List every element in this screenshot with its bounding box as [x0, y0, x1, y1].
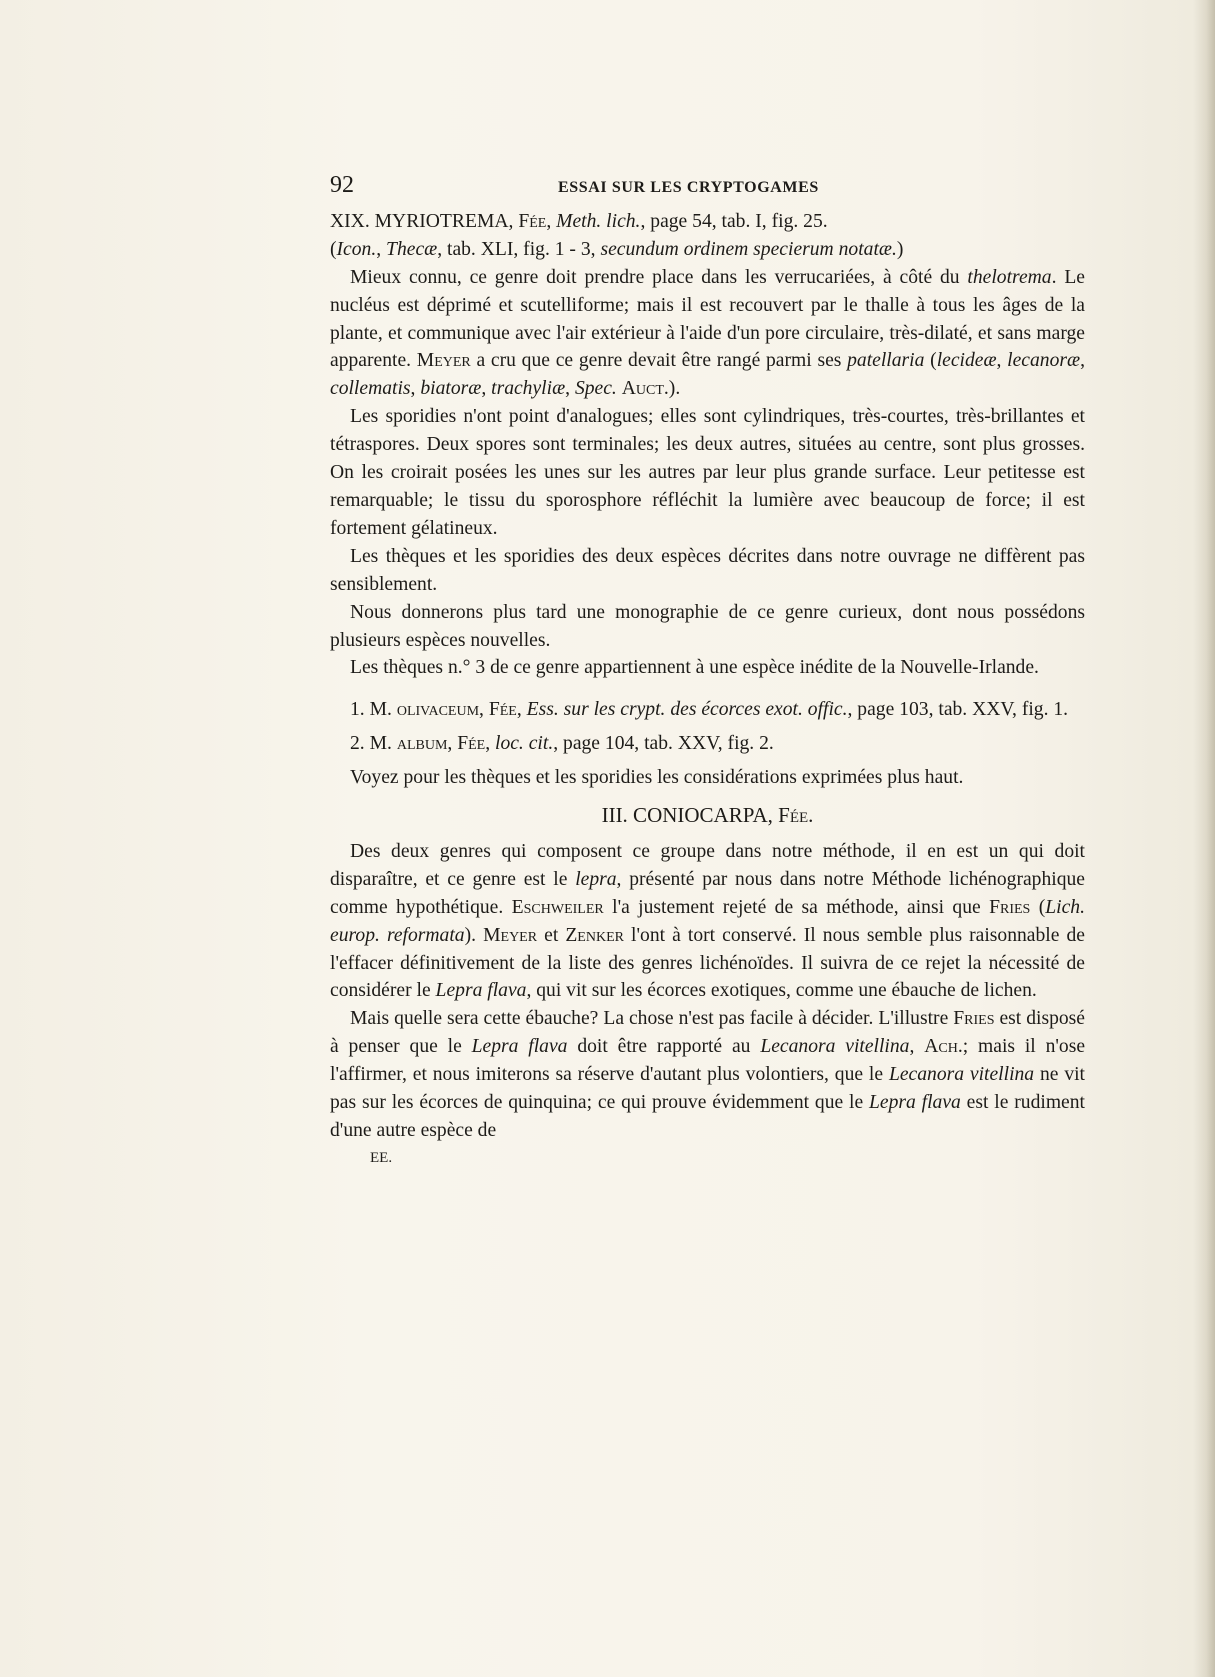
paragraph-4: Nous donnerons plus tard une monographie de ce genre curieux, dont nous possédons plusieurs espèces nouvelles. [330, 601, 1085, 651]
paragraph-1: Mieux connu, ce genre doit prendre place dans les verrucariées, à côté du thelotrema. Le nucléus est déprimé et scutelliforme; mais il est recouvert par le thalle à tous les âges de la plante, et communique avec l'air extérieur à l'aide d'un pore circulaire, très-dilaté, et sans marge apparente. Meyer a cru que ce genre devait être rangé parmi ses patellaria (lecideæ, lecanoræ, collematis, biatoræ, trachyliæ, Spec. Auct.). [330, 266, 1085, 400]
spacer [330, 682, 1085, 696]
species-entry-1: 1. M. olivaceum, Fée, Ess. sur les crypt. des écorces exot. offic., page 103, tab. XXV, fig. 1. [350, 699, 1069, 721]
paragraph-5: Les thèques n.° 3 de ce genre appartiennent à une espèce inédite de la Nouvelle-Irlande. [350, 657, 1039, 679]
paragraph-3: Les thèques et les sporidies des deux espèces décrites dans notre ouvrage ne diffèrent pas sensiblement. [330, 545, 1085, 595]
paragraph-8: Mais quelle sera cette ébauche? La chose n'est pas facile à décider. L'illustre Fries est disposé à penser que le Lepra flava doit être rapporté au Lecanora vitellina, Ach.; mais il n'ose l'affirmer, et nous imiterons sa réserve d'autant plus volontiers, que le Lecanora vitellina ne vit pas sur les écorces de quinquina; ce qui prouve évidemment que le Lepra flava est le rudiment d'une autre espèce de [330, 1008, 1086, 1141]
section-heading: III. CONIOCARPA, Fée. [601, 803, 814, 828]
paragraph-7: Des deux genres qui composent ce groupe dans notre méthode, il en est un qui doit disparaître, et ce genre est le lepra, présenté par nous dans notre Méthode lichénographique comme hypothétique. Eschweiler l'a justement rejeté de sa méthode, ainsi que Fries (Lich. europ. reformata). Meyer et Zenker l'ont à tort conservé. Il nous semble plus raisonnable de l'effacer définitivement de la liste des genres lichénoïdes. Il suivra de ce rejet la nécessité de considérer le Lepra flava, qui vit sur les écorces exotiques, comme une ébauche de lichen. [330, 840, 1086, 1002]
signature-mark: EE. [370, 1149, 393, 1166]
paragraph-2: Les sporidies n'ont point d'analogues; elles sont cylindriques, très-courtes, très-brillantes et tétraspores. Deux spores sont terminales; les deux autres, situées au centre, sont plus grosses. On les croirait posées les unes sur les autres par leur plus grande surface. Leur petitesse est remarquable; le tissu du sporosphore réfléchit la lumière avec beaucoup de force; il est fortement gélatineux. [330, 406, 1085, 539]
page-header [330, 172, 1085, 202]
page-gutter-shadow [1193, 0, 1215, 1677]
running-title: ESSAI SUR LES CRYPTOGAMES [558, 179, 819, 196]
genus-heading: XIX. MYRIOTREMA, Fée, Meth. lich., page 54, tab. I, fig. 25. [330, 210, 828, 232]
genus-icon-reference: (Icon., Thecæ, tab. XLI, fig. 1 - 3, secundum ordinem specierum notatæ.) [330, 238, 904, 260]
page-number: 92 [330, 172, 354, 198]
page-text-block [330, 172, 1085, 1167]
paragraph-6: Voyez pour les thèques et les sporidies les considérations exprimées plus haut. [350, 767, 964, 789]
species-entry-2: 2. M. album, Fée, loc. cit., page 104, tab. XXV, fig. 2. [350, 733, 774, 755]
